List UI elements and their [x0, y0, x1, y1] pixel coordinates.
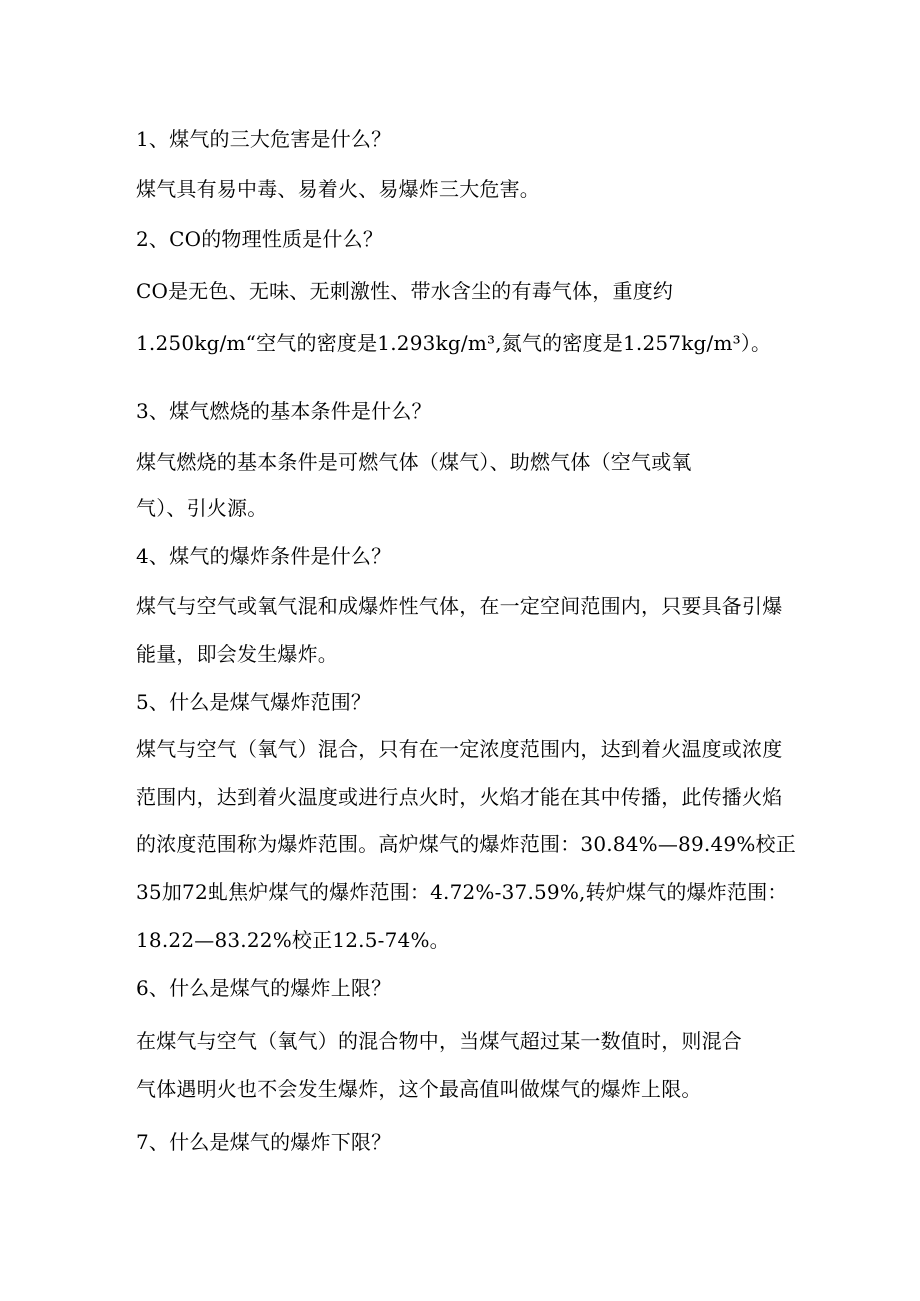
answer-1: 煤气具有易中毒、易着火、易爆炸三大危害。 [136, 177, 540, 201]
question-2: 2、CO的物理性质是什么？ [136, 227, 384, 251]
question-5: 5、什么是煤气爆炸范围？ [136, 690, 372, 714]
answer-3-line-2: 气）、引火源。 [136, 496, 268, 520]
answer-6-line-1: 在煤气与空气（氧气）的混合物中，当煤气超过某一数值时，则混合 [136, 1029, 742, 1053]
answer-5-line-5: 18.22—83.22%校正12.5-74%。 [136, 928, 450, 952]
answer-2-line-2: 1.250kg∕m“空气的密度是1.293kg∕m³,氮气的密度是1.257kg∕m³）。 [136, 331, 772, 355]
question-3: 3、煤气燃烧的基本条件是什么？ [136, 399, 432, 423]
answer-5-line-1: 煤气与空气（氧气）混合，只有在一定浓度范围内，达到着火温度或浓度 [136, 737, 783, 761]
answer-5-line-4: 35加72虬焦炉煤气的爆炸范围：4.72%-37.59%,转炉煤气的爆炸范围： [136, 880, 788, 904]
answer-6-line-2: 气体遇明火也不会发生爆炸，这个最高值叫做煤气的爆炸上限。 [136, 1077, 702, 1101]
answer-5-line-3: 的浓度范围称为爆炸范围。高炉煤气的爆炸范围：30.84%—89.49%校正 [136, 832, 796, 856]
answer-3-line-1: 煤气燃烧的基本条件是可燃气体（煤气）、助燃气体（空气或氧 [136, 450, 692, 474]
answer-2-line-1: CO是无色、无味、无刺激性、带水含尘的有毒气体，重度约 [136, 279, 674, 303]
question-6: 6、什么是煤气的爆炸上限？ [136, 976, 392, 1000]
question-1: 1、煤气的三大危害是什么？ [136, 127, 392, 151]
question-7: 7、什么是煤气的爆炸下限？ [136, 1130, 392, 1154]
answer-5-line-2: 范围内，达到着火温度或进行点火时，火焰才能在其中传播，此传播火焰 [136, 785, 783, 809]
question-4: 4、煤气的爆炸条件是什么？ [136, 544, 392, 568]
answer-4-line-1: 煤气与空气或氧气混和成爆炸性气体，在一定空间范围内，只要具备引爆 [136, 594, 783, 618]
answer-4-line-2: 能量，即会发生爆炸。 [136, 642, 338, 666]
